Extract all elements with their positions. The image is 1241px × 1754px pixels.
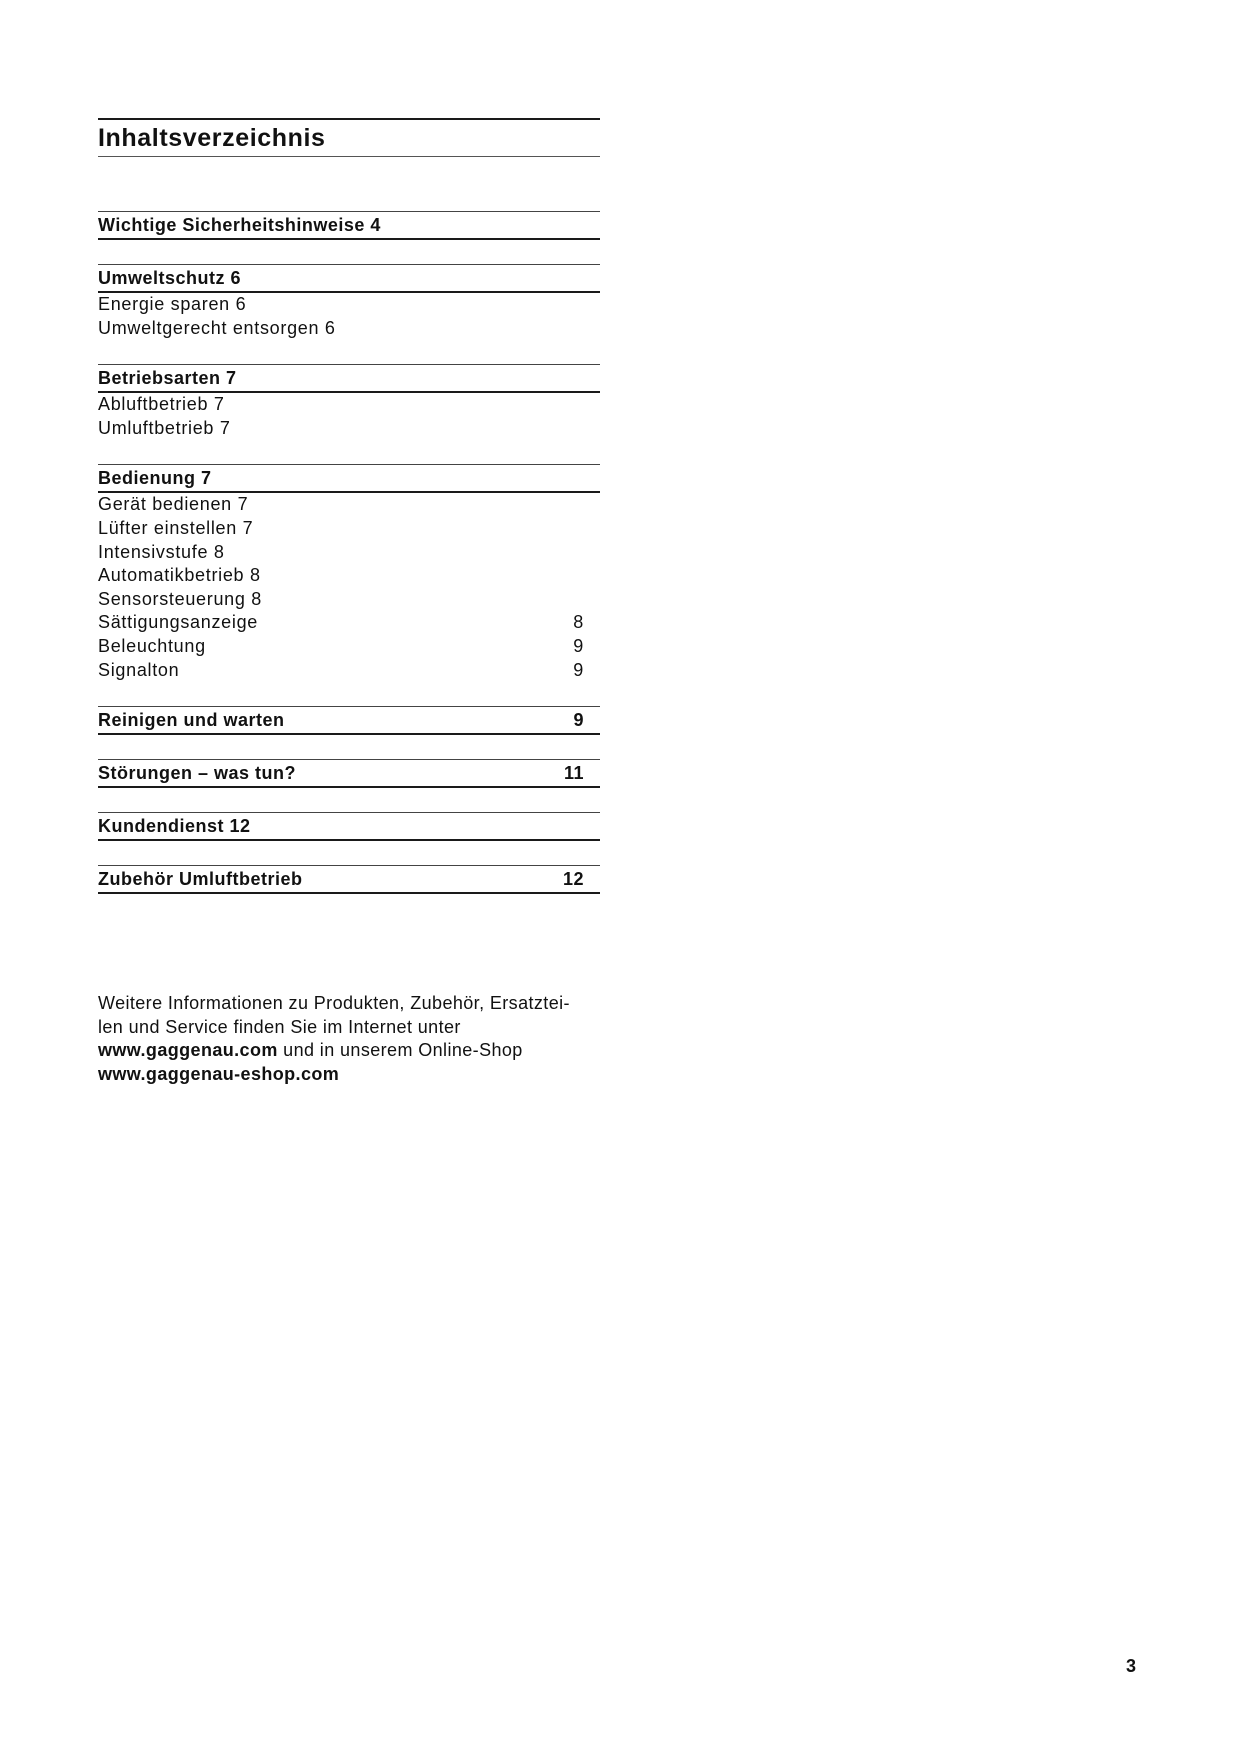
note-line (98, 1039, 618, 1063)
toc-item[interactable] (98, 541, 600, 565)
toc-section-operating-modes (98, 364, 600, 440)
toc-section-accessories (98, 865, 600, 894)
section-title: Bedienung 7 (98, 468, 212, 489)
section-title: Störungen – was tun? (98, 763, 297, 784)
note-line (98, 1063, 618, 1087)
toc-item[interactable] (98, 635, 600, 659)
toc-section-heading[interactable] (98, 865, 600, 894)
toc-section-heading[interactable] (98, 812, 600, 841)
item-label: Automatikbetrieb 8 (98, 565, 261, 586)
section-title: Umweltschutz 6 (98, 268, 242, 288)
toc-item-list (98, 293, 600, 340)
item-label: Signalton (98, 659, 180, 680)
item-page-number: 9 (573, 659, 584, 680)
note-line: Weitere Informationen zu Produkten, Zubehör, Ersatztei- (98, 993, 570, 1013)
page-number: 3 (1126, 1656, 1137, 1676)
section-page-number: 12 (562, 869, 584, 890)
item-label: Sensorsteuerung 8 (98, 588, 263, 609)
item-label: Sättigungsanzeige (98, 612, 259, 633)
section-title: Betriebsarten 7 (98, 368, 237, 389)
section-title: Zubehör Umluftbetrieb (98, 869, 303, 890)
section-title: Reinigen und warten (98, 710, 285, 731)
item-page-number: 8 (573, 612, 584, 633)
toc-item[interactable] (98, 564, 600, 588)
toc-section-heading[interactable] (98, 759, 600, 788)
note-text: und in unserem Online-Shop (277, 1040, 523, 1061)
toc-section-customer-service (98, 812, 600, 841)
toc-section-environment (98, 264, 600, 340)
toc-item[interactable] (98, 493, 600, 517)
toc-section-operation (98, 464, 600, 682)
toc-section-heading[interactable] (98, 264, 600, 293)
note-line: len und Service finden Sie im Internet unter (98, 1016, 461, 1037)
toc-title-block (98, 118, 600, 157)
info-note (98, 992, 618, 1086)
toc-item[interactable] (98, 417, 600, 441)
toc-item-list (98, 493, 600, 682)
toc-section-heading[interactable] (98, 211, 600, 240)
table-of-contents (98, 118, 600, 894)
toc-item[interactable] (98, 393, 600, 417)
toc-item[interactable] (98, 517, 600, 541)
toc-section-heading[interactable] (98, 364, 600, 393)
toc-section-heading[interactable] (98, 464, 600, 493)
item-page-number: 9 (573, 635, 584, 656)
toc-item[interactable] (98, 588, 600, 612)
item-label: Umweltgerecht entsorgen 6 (98, 317, 336, 338)
section-title: Kundendienst 12 (98, 816, 251, 837)
toc-item[interactable] (98, 317, 600, 341)
toc-item[interactable] (98, 293, 600, 317)
website-link[interactable]: www.gaggenau.com (98, 1040, 278, 1061)
toc-item[interactable] (98, 611, 600, 635)
item-label: Beleuchtung (98, 635, 206, 656)
toc-section-cleaning (98, 706, 600, 735)
toc-section-safety (98, 211, 600, 240)
toc-section-heading[interactable] (98, 706, 600, 735)
section-title: Wichtige Sicherheitshinweise 4 (98, 215, 381, 235)
eshop-link[interactable]: www.gaggenau-eshop.com (98, 1063, 340, 1084)
item-label: Abluftbetrieb 7 (98, 394, 225, 415)
item-label: Lüfter einstellen 7 (98, 517, 254, 538)
toc-section-troubleshooting (98, 759, 600, 788)
section-page-number: 11 (563, 763, 584, 784)
toc-item[interactable] (98, 659, 600, 683)
section-page-number: 9 (573, 710, 584, 731)
toc-title: Inhaltsverzeichnis (98, 124, 326, 152)
item-label: Gerät bedienen 7 (98, 494, 249, 515)
item-label: Energie sparen 6 (98, 294, 247, 314)
toc-item-list (98, 393, 600, 440)
item-label: Intensivstufe 8 (98, 541, 225, 562)
item-label: Umluftbetrieb 7 (98, 417, 231, 438)
